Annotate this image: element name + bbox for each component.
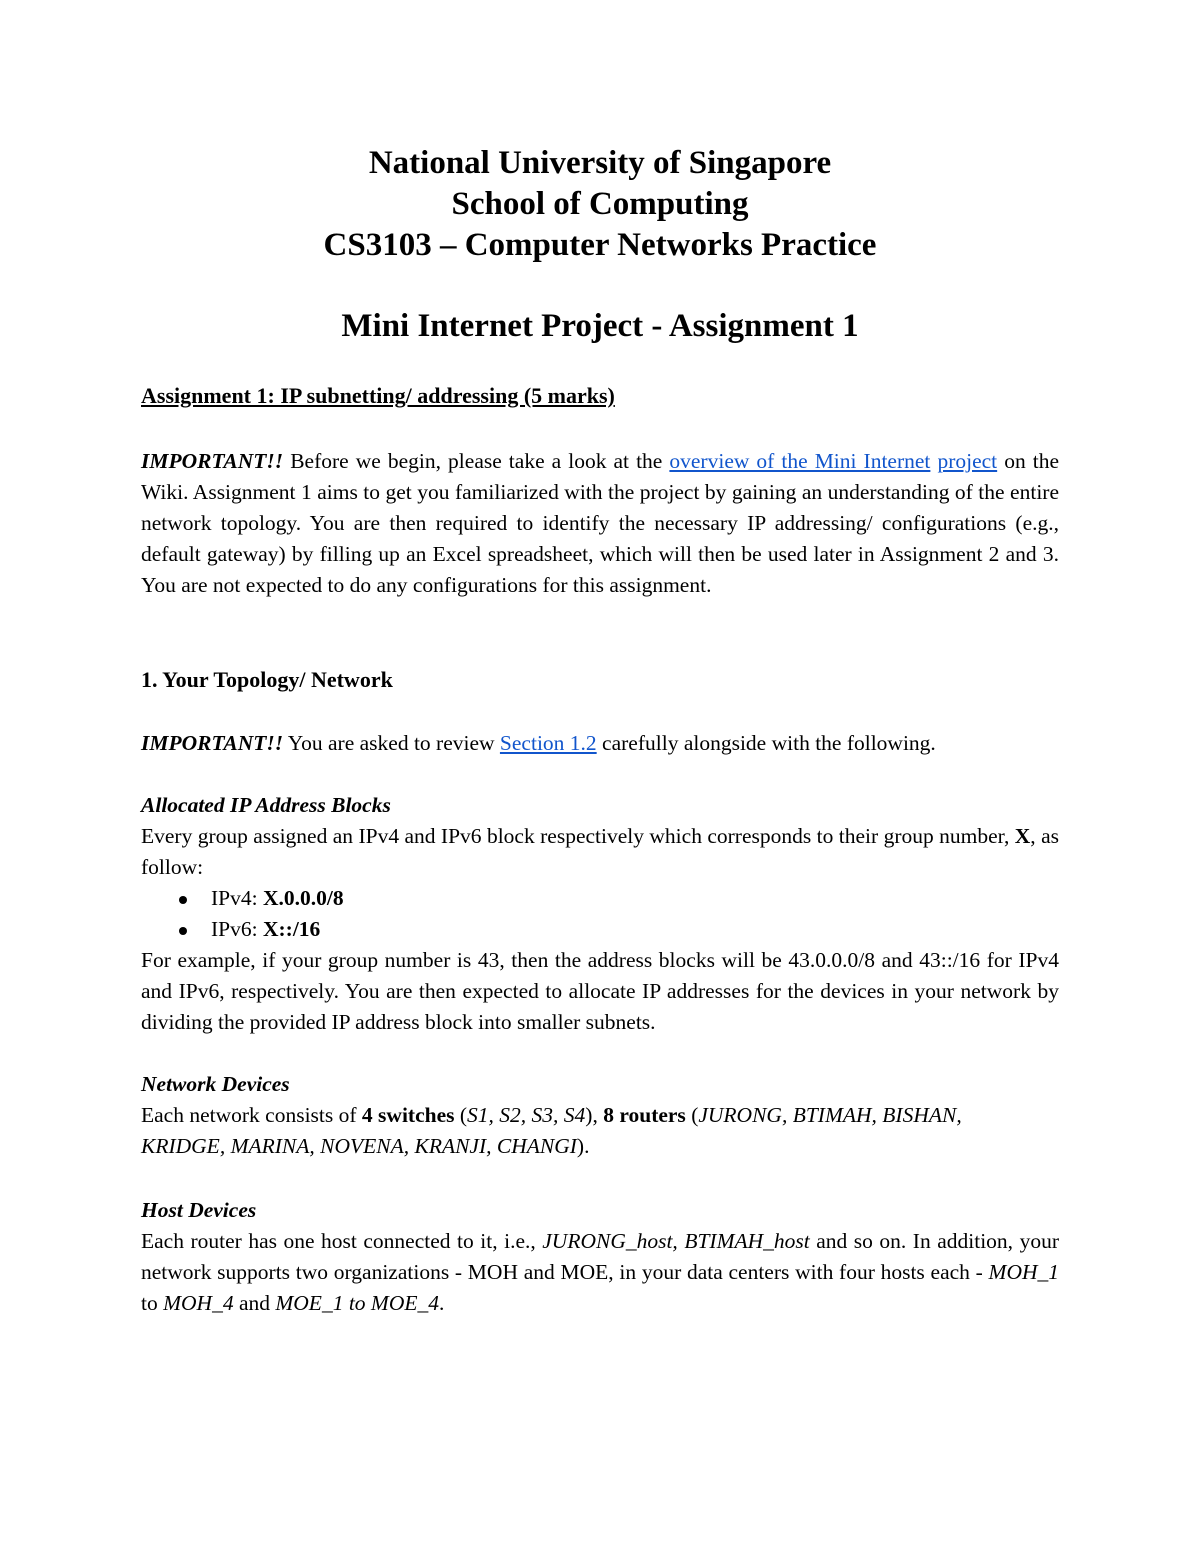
network-devices-heading: Network Devices: [141, 1072, 290, 1096]
intro-text-1: Before we begin, please take a look at the: [283, 449, 670, 473]
assignment-heading: Assignment 1: IP subnetting/ addressing (5 marks): [141, 383, 615, 408]
network-devices-paragraph: Each network consists of 4 switches (S1, S2, S3, S4), 8 routers (JURONG, BTIMAH, BISHAN, KRIDGE, MARINA, NOVENA, KRANJI, CHANGI).: [141, 1103, 962, 1158]
project-title: Mini Internet Project - Assignment 1: [341, 308, 859, 344]
section-1-note: [141, 728, 1059, 759]
bullet-icon: [179, 896, 187, 904]
section-1-text-2: carefully alongside with the following.: [596, 731, 936, 755]
bullet-icon: [179, 927, 187, 935]
host-devices-heading: Host Devices: [141, 1198, 257, 1222]
course-title: CS3103 – Computer Networks Practice: [323, 227, 877, 263]
host-devices-paragraph: Each router has one host connected to it, i.e., JURONG_host, BTIMAH_host and so on. In addition, your network supports two organizations - MOH and MOE, in your data centers with four hosts each - MOH_1 to MOH_4 and MOE_1 to MOE_4.: [141, 1229, 1059, 1315]
intro-paragraph: [141, 446, 1059, 601]
ip-blocks-list: IPv4: X.0.0.0/8 IPv6: X::/16: [141, 883, 1059, 945]
ip-blocks-heading: Allocated IP Address Blocks: [141, 793, 391, 817]
ip-blocks-paragraph: Every group assigned an IPv4 and IPv6 block respectively which corresponds to their group number, X, as follow:: [141, 824, 1059, 879]
overview-link-cont[interactable]: project: [937, 449, 998, 473]
ip-blocks-example: For example, if your group number is 43, then the address blocks will be 43.0.0.0/8 and 43::/16 for IPv4 and IPv6, respectively. You are then expected to allocate IP addresses for the devices in your network by dividing the provided IP address block into smaller subnets.: [141, 948, 1059, 1034]
section-1-heading: 1. Your Topology/ Network: [141, 667, 393, 692]
intro-text-2: on the Wiki. Assignment 1 aims to get you familiarized with the project by gaining an understanding of the entire network topology. You are then required to identify the necessary IP addressing/ configurations (e.g., default gateway) by filling up an Excel spreadsheet, which will then be used later in Assignment 2 and 3. You are not expected to do any configurations for this assignment.: [141, 449, 1060, 597]
university-title: National University of Singapore: [368, 145, 832, 181]
school-title: School of Computing: [451, 186, 749, 222]
section-1-2-link[interactable]: Section 1.2: [499, 731, 597, 755]
section-1-text-1: You are asked to review: [283, 731, 500, 755]
important-label: IMPORTANT!!: [141, 449, 284, 473]
overview-link[interactable]: overview of the Mini Internet: [669, 449, 931, 473]
important-label: IMPORTANT!!: [141, 731, 284, 755]
